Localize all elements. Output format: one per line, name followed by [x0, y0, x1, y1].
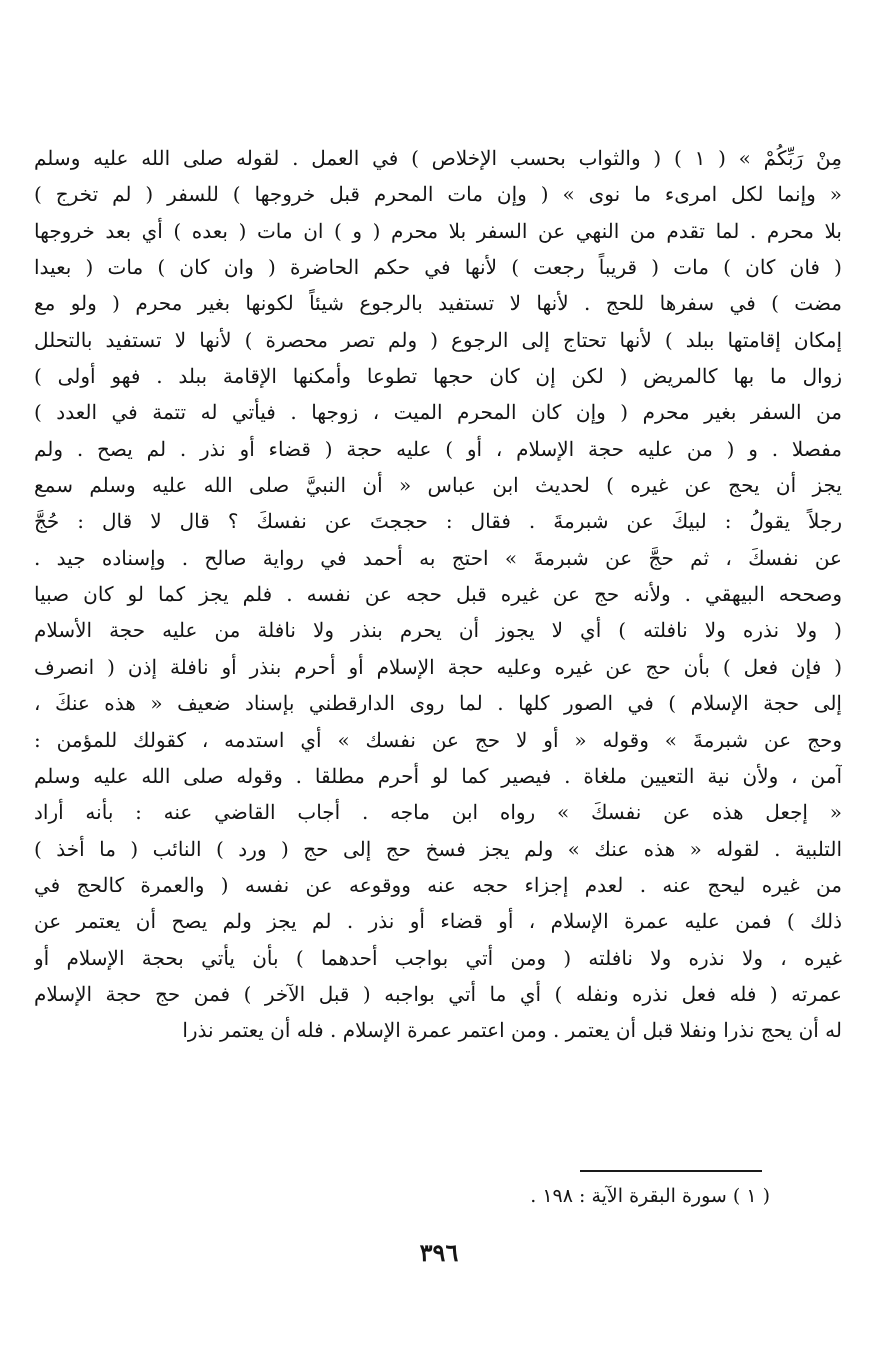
text-line: التلبية . لقوله « هذه عنك » ولم يجز فسخ حج إلى حج ( ورد ) النائب ( ما أخذ ) [34, 836, 842, 861]
text-line: ذلك ) فمن عليه عمرة الإسلام ، أو قضاء أو نذر . لم يجز ولم يصح أن يعتمر عن [34, 909, 842, 934]
text-line: إمكان إقامتها ببلد ) لأنها تحتاج إلى الرجوع ( ولم تصر محصرة ) لأنها لا تستفيد بالتحلل [34, 327, 842, 352]
text-line: بلا محرم . لما تقدم من النهي عن السفر بلا محرم ( و ) ان مات ( بعده ) أي بعد خروجها [34, 218, 842, 243]
text-line: « وإنما لكل امرىء ما نوى » ( وإن مات المحرم قبل خروجها ) للسفر ( لم تخرج ) [34, 182, 842, 207]
text-line: وحج عن شبرمةَ » وقوله « أو لا حج عن نفسك » أي استدمه ، كقولك للمؤمن : [34, 727, 842, 752]
page-number: ٣٩٦ [419, 1238, 459, 1267]
text-line: ( فإن فعل ) بأن حج عن غيره وعليه حجة الإسلام أو أحرم بنذر أو نافلة إذن ( انصرف [34, 654, 842, 679]
text-line: « إجعل هذه عن نفسكَ » رواه ابن ماجه . أجاب القاضي عنه : بأنه أراد [34, 800, 842, 825]
text-line: آمن ، ولأن نية التعيين ملغاة . فيصير كما لو أحرم مطلقا . وقوله صلى الله عليه وسلم [34, 763, 842, 788]
text-line: غيره ، ولا نذره ولا نافلته ( ومن أتي بواجب أحدهما ) بأن يأتي بحجة الإسلام أو [34, 945, 842, 970]
text-line: إلى حجة الإسلام ) في الصور كلها . لما روى الدارقطني بإسناد ضعيف « هذه عنكَ ، [34, 691, 842, 716]
footnote: ( ١ ) سورة البقرة الآية : ١٩٨ . [530, 1185, 770, 1207]
text-line: يجز أن يحج عن غيره ) لحديث ابن عباس « أن النبيَّ صلى الله عليه وسلم سمع [34, 473, 842, 498]
body-text [34, 140, 842, 1049]
text-line: عمرته ( فله فعل نذره ونفله ) أي ما أتي بواجبه ( قبل الآخر ) فمن حج حجة الإسلام [34, 981, 842, 1006]
text-line: من غيره ليحج عنه . لعدم إجزاء حجه عنه ووقوعه عن نفسه ( والعمرة كالحج في [34, 872, 842, 897]
text-line: مضت ) في سفرها للحج . لأنها لا تستفيد بالرجوع شيئاً لكونها بغير محرم ( ولو مع [34, 291, 842, 316]
text-line: ( ولا نذره ولا نافلته ) أي لا يجوز أن يحرم بنذر ولا نافلة من عليه حجة الأسلام [34, 618, 842, 643]
text-line: له أن يحج نذرا ونفلا قبل أن يعتمر . ومن اعتمر عمرة الإسلام . فله أن يعتمر نذرا [182, 1018, 842, 1043]
footnote-separator [580, 1170, 762, 1172]
text-line: رجلاً يقولُ : لبيكَ عن شبرمةَ . فقال : حججتَ عن نفسكَ ؟ قال لا قال : حُجَّ [34, 509, 842, 534]
text-line: مِنْ رَبِّكُمْ » ( ١ ) ( والثواب بحسب الإخلاص ) في العمل . لقوله صلى الله عليه وسلم [34, 146, 842, 170]
text-line: وصححه البيهقي . ولأنه حج عن غيره قبل حجه عن نفسه . فلم يجز كما لو كان صبيا [34, 582, 842, 607]
text-line: ( فان كان ) مات ( قريباً رجعت ) لأنها في حكم الحاضرة ( وان كان ) مات ( بعيدا [34, 255, 842, 280]
text-line: زوال ما بها كالمريض ( لكن إن كان حجها تطوعا وأمكنها الإقامة ببلد . فهو أولى ) [34, 364, 842, 389]
text-line: من السفر بغير محرم ( وإن كان المحرم الميت ، زوجها . فيأتي له تتمة في العدد ) [34, 400, 842, 425]
text-line: عن نفسكَ ، ثم حجَّ عن شبرمةَ » احتج به أحمد في رواية صالح . وإسناده جيد . [34, 545, 842, 570]
text-line: مفصلا . و ( من عليه حجة الإسلام ، أو ) عليه حجة ( قضاء أو نذر . لم يصح . ولم [34, 436, 842, 461]
